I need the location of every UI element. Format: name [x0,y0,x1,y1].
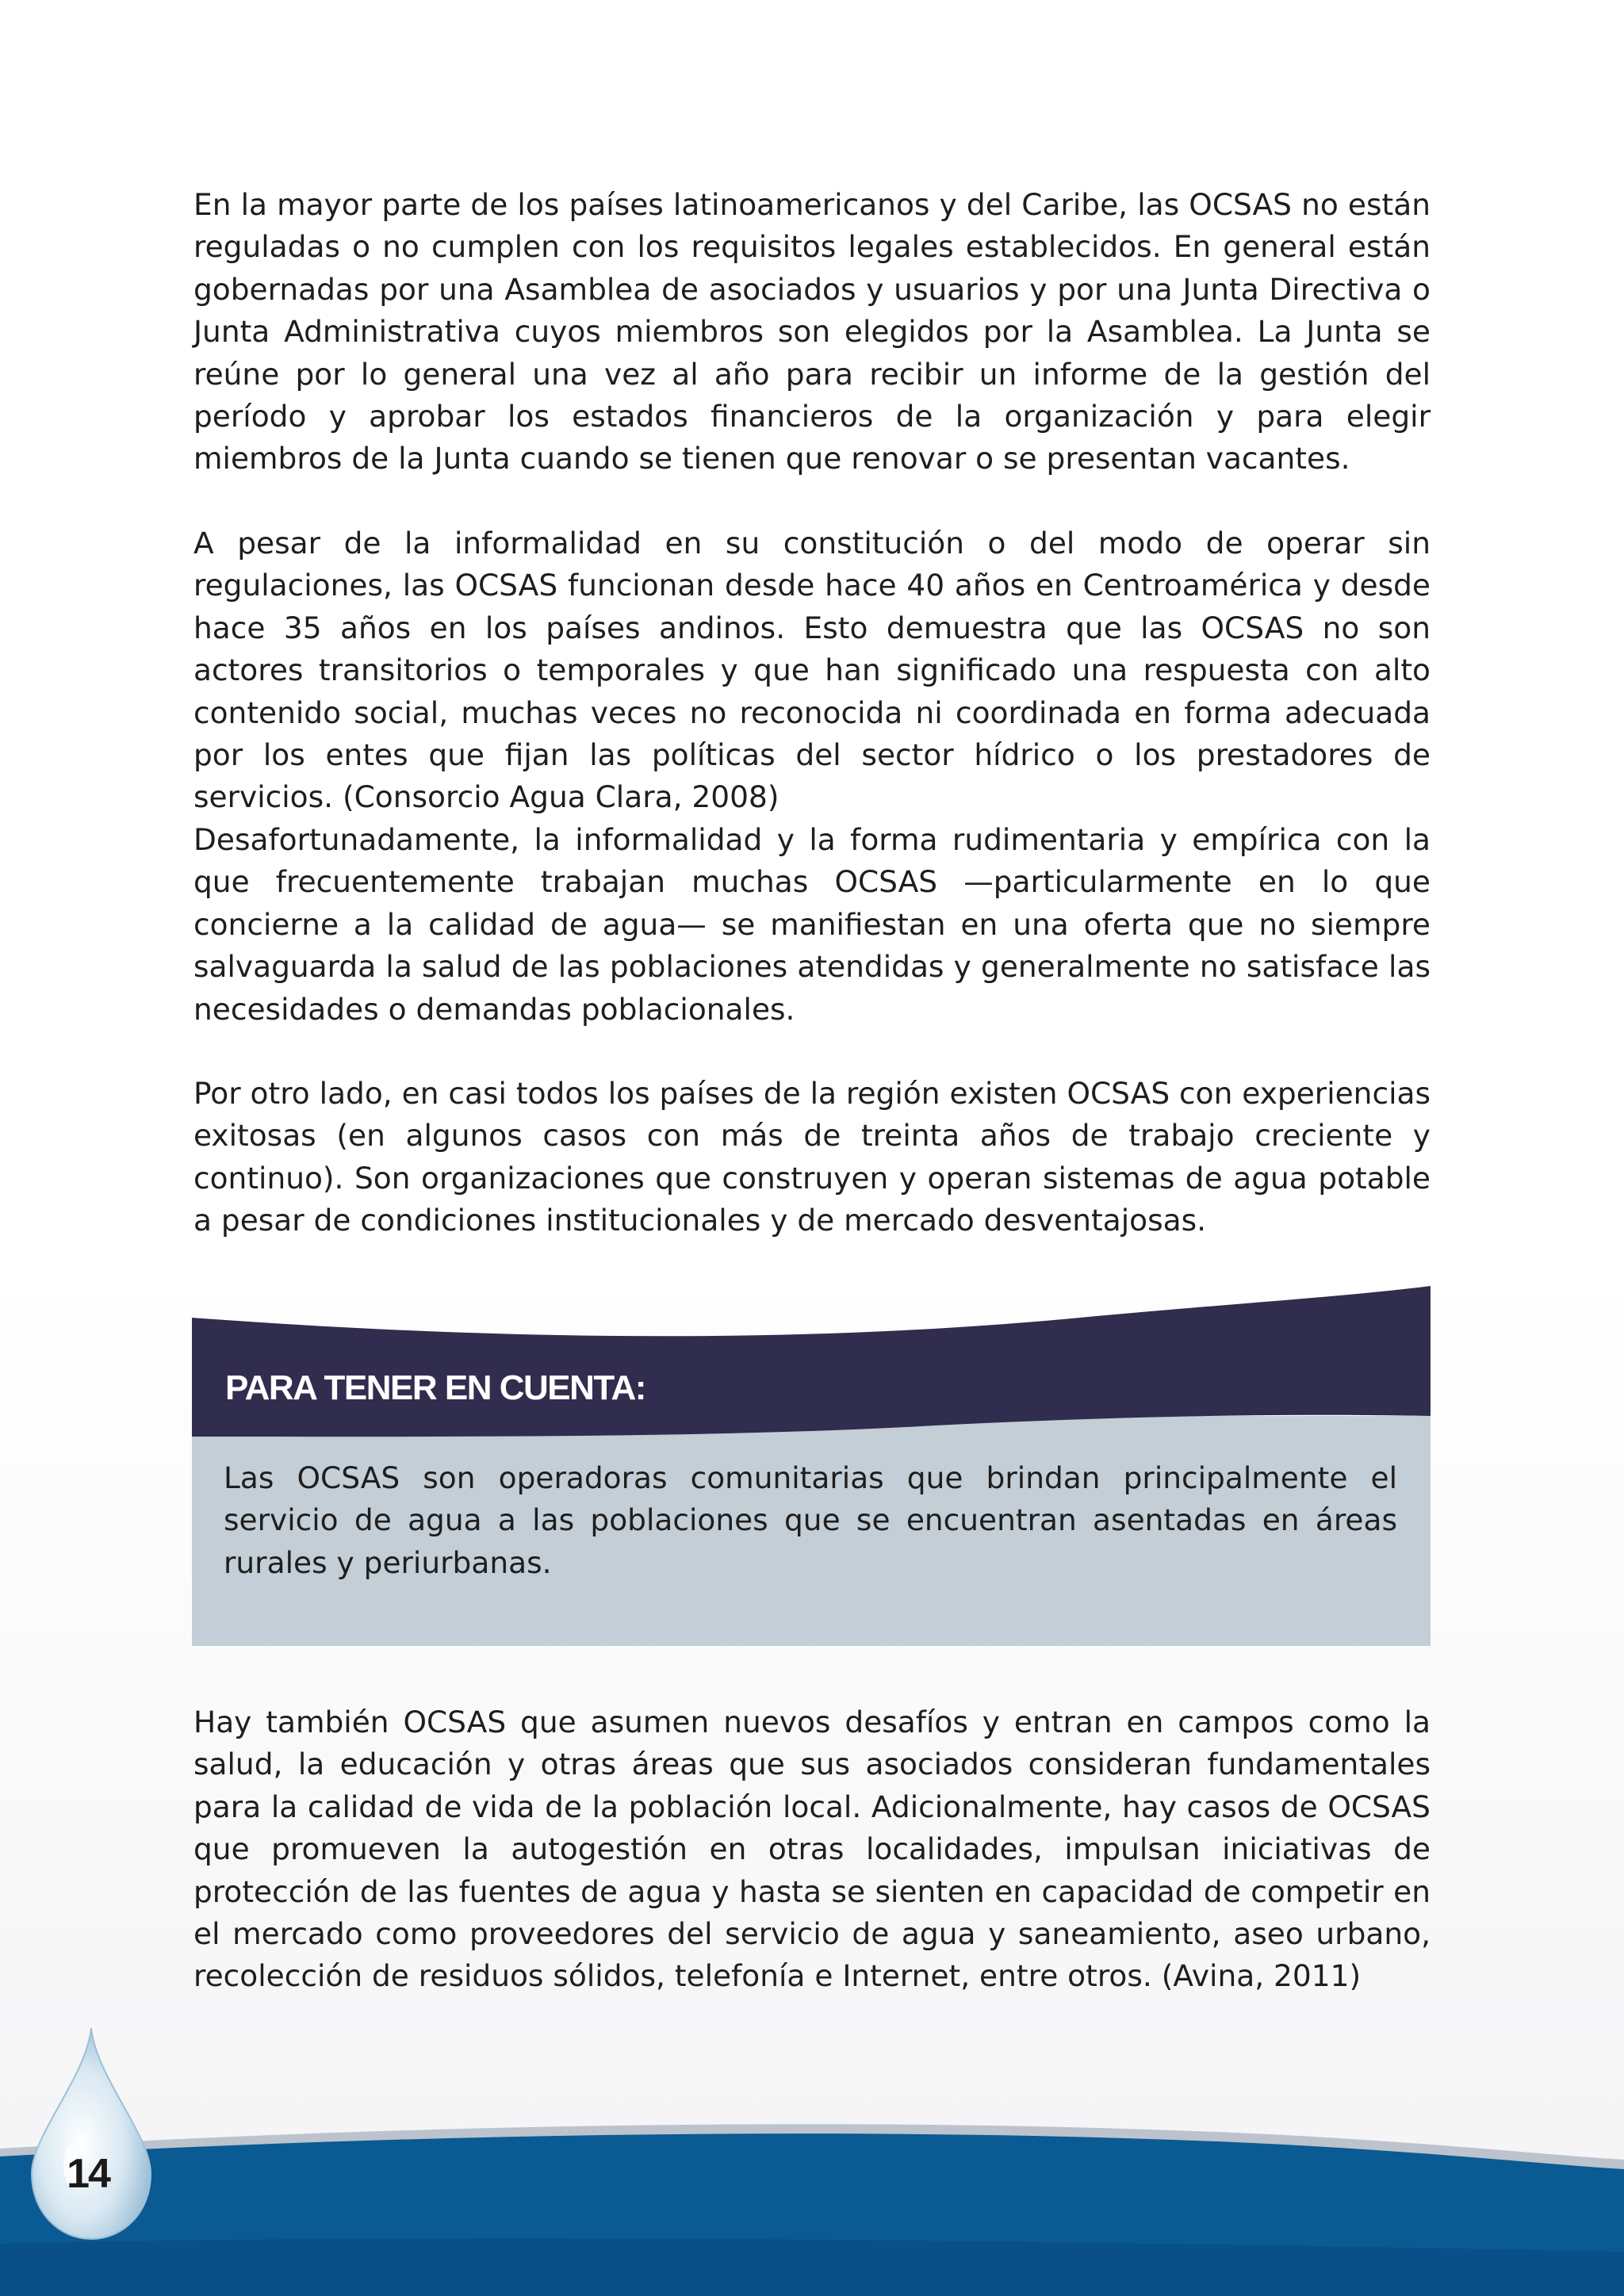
paragraph-informality-history: A pesar de la informalidad en su constitución o del modo de operar sin regulaciones, las OCSAS funcionan desde hace 40 años en Centroamérica y desde hace 35 años en los países andinos. Esto demuestra que las OCSAS no son actores transitorios o temporales y que han significado una respuesta con alto contenido social, muchas veces no reconocida ni coordinada en forma adecuada por los entes que fijan las políticas del sector hídrico o los prestadores de servicios. (Consorcio Agua Clara, 2008) [193,526,1431,815]
paragraph-water-quality: Desafortunadamente, la informalidad y la forma rudimentaria y empírica con la que frecuentemente trabajan muchas OCSAS —particularmente en lo que concierne a la calidad de agua— se manifiestan en una oferta que no siempre salvaguarda la salud de las poblaciones atendidas y generalmente no satisface las necesidades o demandas poblacionales. [193,822,1431,1027]
page-number: 14 [67,2151,109,2197]
paragraph-regulation: En la mayor parte de los países latinoamericanos y del Caribe, las OCSAS no están reguladas o no cumplen con los requisitos legales establecidos. En general están gobernadas por una Asamblea de asociados y usuarios y por una Junta Directiva o Junta Administrativa cuyos miembros son elegidos por la Asamblea. La Junta se reúne por lo general una vez al año para recibir un informe de la gestión del período y aprobar los estados financieros de la organización y para elegir miembros de la Junta cuando se tienen que renovar o se presentan vacantes. [193,187,1431,476]
footer-wave [0,2093,1624,2296]
callout-box [192,1281,1431,1646]
water-drop-icon [24,2023,159,2245]
paragraph-new-challenges: Hay también OCSAS que asumen nuevos desafíos y entran en campos como la salud, la educación y otras áreas que sus asociados consideran fundamentales para la calidad de vida de la población local. Adicionalmente, hay casos de OCSAS que promueven la autogestión en otras localidades, impulsan iniciativas de protección de las fuentes de agua y hasta se sienten en capacidad de competir en el mercado como proveedores del servicio de agua y saneamiento, aseo urbano, recolección de residuos sólidos, telefonía e Internet, entre otros. (Avina, 2011) [193,1705,1431,1994]
callout-title: PARA TENER EN CUENTA: [225,1368,645,1407]
callout-body: Las OCSAS son operadoras comunitarias que brindan principalmente el servicio de agua a las poblaciones que se encuentran asentadas en áreas rurales y periurbanas. [224,1460,1397,1580]
paragraph-successful-experiences: Por otro lado, en casi todos los países de la región existen OCSAS con experiencias exitosas (en algunos casos con más de treinta años de trabajo creciente y continuo). Son organizaciones que construyen y operan sistemas de agua potable a pesar de condiciones institucionales y de mercado desventajosas. [193,1076,1431,1238]
